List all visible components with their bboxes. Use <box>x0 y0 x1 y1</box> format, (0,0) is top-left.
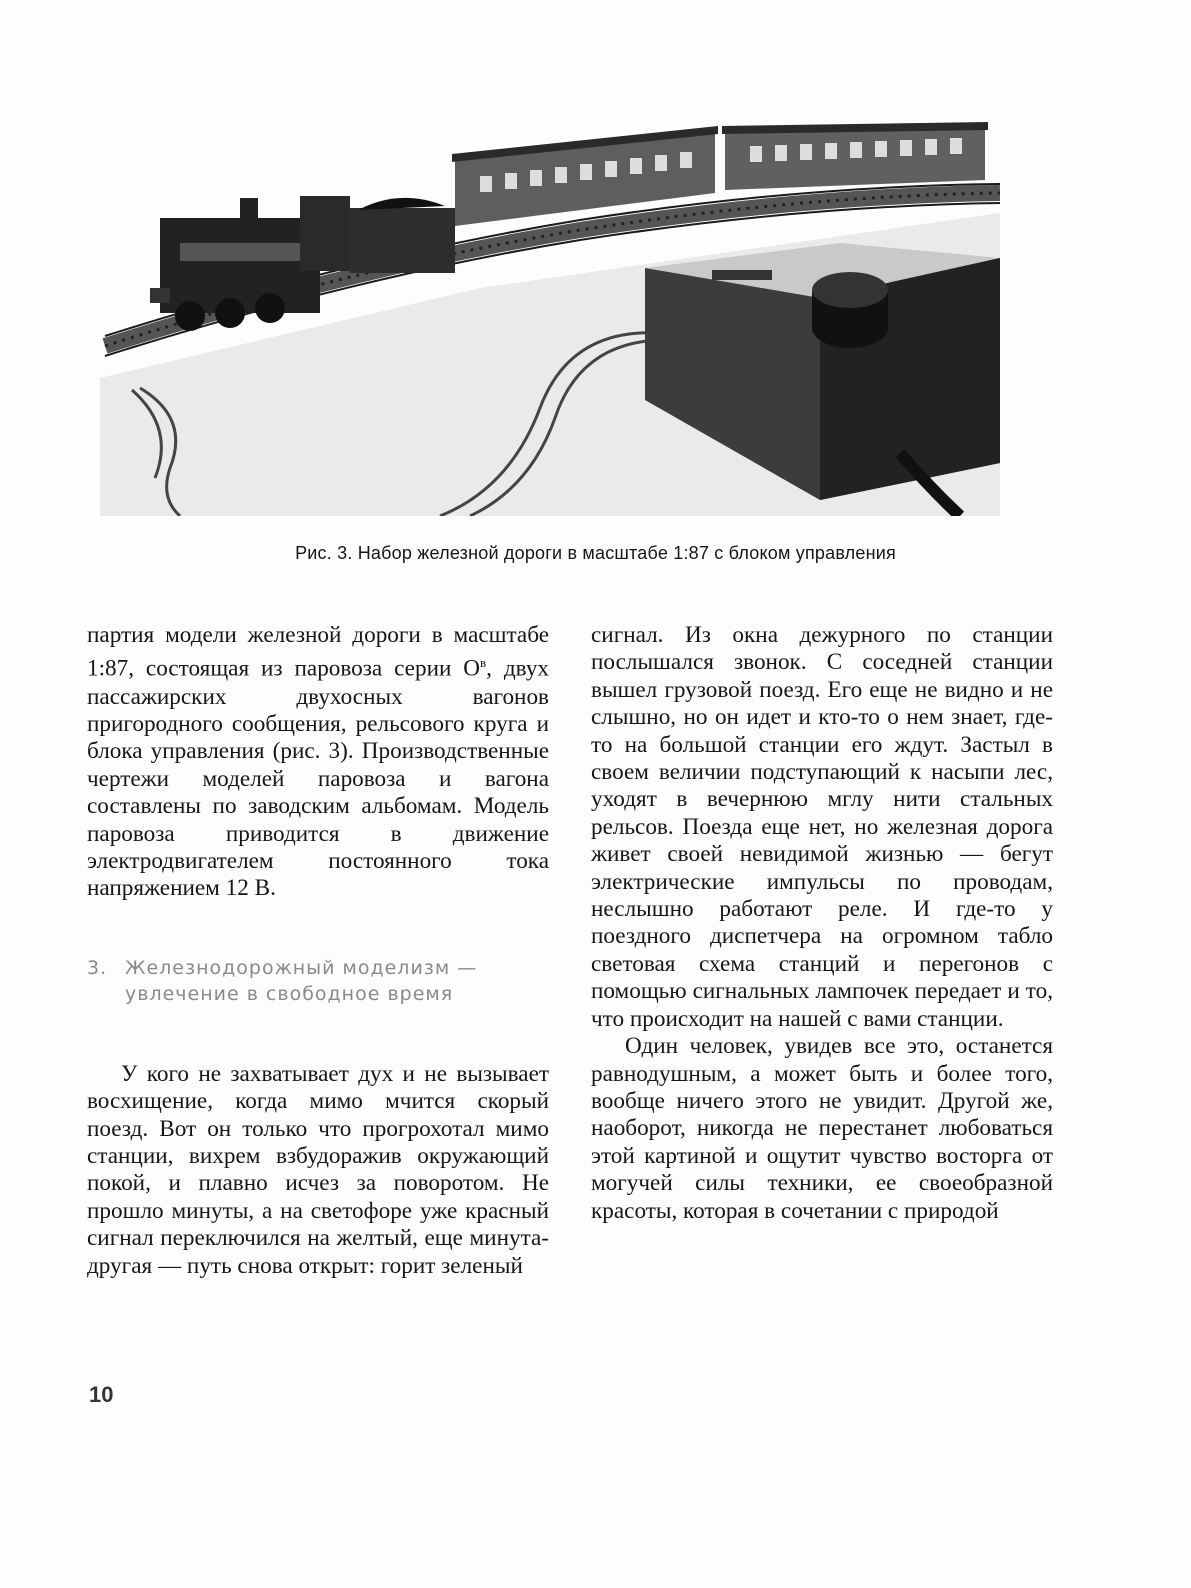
paragraph <box>87 622 549 903</box>
section-heading <box>87 955 549 1007</box>
paragraph: сигнал. Из окна дежурного по станции послышался звонок. С соседней станции вышел грузовой поезд. Его еще не видно и не слышно, но он идет и кто-то о нем знает, где-то на большой станции его ждут. Застыл в своем величии подступающий к насыпи лес, уходят в вечернюю мглу нити стальных рельсов. Поезда еще нет, но железная дорога живет своей невидимой жизнью — бегут электрические импульсы по проводам, неслышно работают реле. И где-то у поездного диспетчера на огромном табло световая схема станций и перегонов с помощью сигнальных лампочек передает и то, что происходит на нашей с вами станции. <box>591 622 1053 1032</box>
left-column <box>87 622 549 1280</box>
page-number: 10 <box>89 1382 114 1407</box>
section-number: 3. <box>87 956 108 979</box>
text-run: , двух пассажирских двухосных вагонов пригородного сообщения, рельсового круга и блока управления (рис. 3). Производственные чертежи моделей паровоза и вагона составлены по заводским альбомам. Модель паровоза приводится в движение электродвигателем постоянного тока напряжением 12 В. <box>87 656 550 902</box>
figure-caption: Рис. 3. Набор железной дороги в масштабе 1:87 с блоком управления <box>295 543 896 563</box>
section-title-line-2: увлечение в свободное время <box>125 982 454 1005</box>
paragraph: Один человек, увидев все это, останется равнодушным, а может быть и более того, вообще ничего этого не увидит. Другой же, наоборот, никогда не перестанет любоваться этой картиной и ощутит чувство восторга от могучей силы техники, ее своеобразной красоты, которая в сочетании с природой <box>591 1033 1053 1224</box>
section-title-line-1: Железнодорожный моделизм — <box>125 956 478 979</box>
tender <box>350 198 455 273</box>
steam-locomotive <box>150 196 350 331</box>
paragraph: У кого не захватывает дух и не вызывает восхищение, когда мимо мчится скорый поезд. Вот он только что прогрохотал мимо станции, вихрем взбудоражив окружающий покой, и плавно исчез за поворотом. Не прошло минуты, а на светофоре уже красный сигнал переключился на желтый, еще минута-другая — путь снова открыт: горит зеленый <box>87 1060 549 1279</box>
right-column <box>591 622 1053 1225</box>
train-set-photo <box>100 118 1000 516</box>
superscript: в <box>480 655 487 671</box>
text-run: партия модели железной дороги в масштабе 1:87, состоящая из паровоза серии О <box>87 622 549 683</box>
passenger-car-2 <box>722 122 988 190</box>
